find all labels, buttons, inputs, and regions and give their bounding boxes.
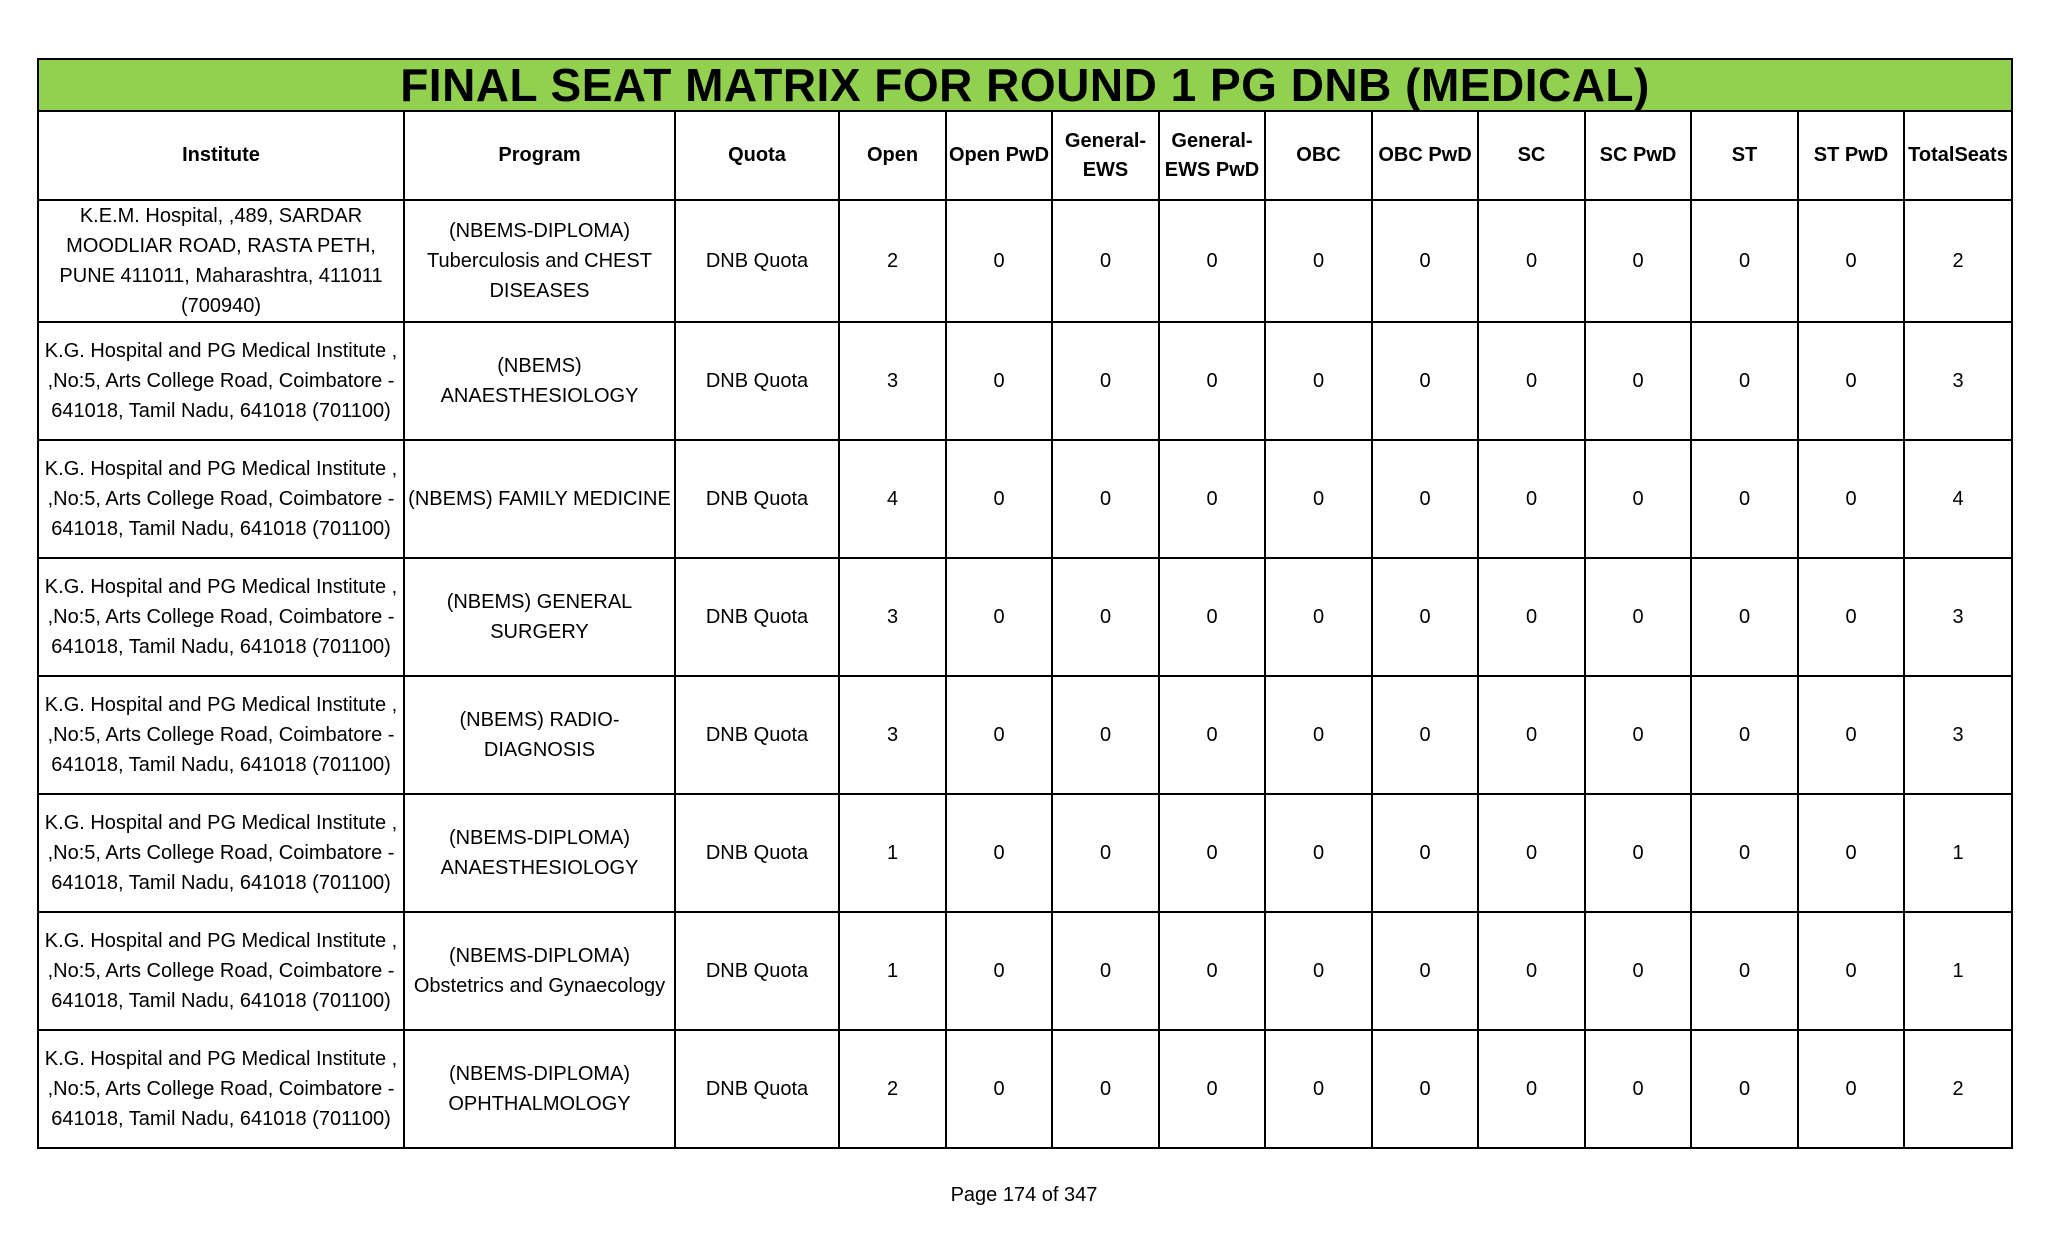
table-cell: K.G. Hospital and PG Medical Institute , ,No:5, Arts College Road, Coimbatore - 641018, Tamil Nadu, 641018 (701100) <box>38 440 404 558</box>
table-cell: 0 <box>1372 676 1478 794</box>
column-header: OBC <box>1265 111 1372 200</box>
table-cell: 0 <box>1478 200 1585 322</box>
table-cell: 0 <box>1585 794 1691 912</box>
table-cell: 0 <box>946 794 1052 912</box>
column-header: SC <box>1478 111 1585 200</box>
table-cell: 1 <box>1904 794 2012 912</box>
table-cell: 0 <box>1372 440 1478 558</box>
table-cell: 0 <box>1798 676 1904 794</box>
table-cell: 0 <box>1478 1030 1585 1148</box>
table-cell: 0 <box>1585 1030 1691 1148</box>
column-header-row <box>38 111 2012 200</box>
table-cell: DNB Quota <box>675 200 839 322</box>
table-cell: K.G. Hospital and PG Medical Institute , ,No:5, Arts College Road, Coimbatore - 641018, Tamil Nadu, 641018 (701100) <box>38 794 404 912</box>
table-cell: 0 <box>1159 676 1265 794</box>
table-cell: 0 <box>1691 912 1798 1030</box>
column-header: ST PwD <box>1798 111 1904 200</box>
column-header: Open PwD <box>946 111 1052 200</box>
table-cell: 0 <box>1691 558 1798 676</box>
table-cell: 0 <box>1478 558 1585 676</box>
table-cell: 0 <box>1159 440 1265 558</box>
table-row <box>38 322 2012 440</box>
table-cell: K.G. Hospital and PG Medical Institute , ,No:5, Arts College Road, Coimbatore - 641018, Tamil Nadu, 641018 (701100) <box>38 676 404 794</box>
table-row <box>38 558 2012 676</box>
table-cell: (NBEMS-DIPLOMA) ANAESTHESIOLOGY <box>404 794 675 912</box>
column-header: General-EWS <box>1052 111 1159 200</box>
table-cell: 0 <box>1265 676 1372 794</box>
table-cell: 0 <box>1691 794 1798 912</box>
table-cell: 0 <box>946 1030 1052 1148</box>
table-cell: 3 <box>1904 322 2012 440</box>
table-cell: 0 <box>1798 440 1904 558</box>
table-cell: 1 <box>839 794 946 912</box>
page-title: FINAL SEAT MATRIX FOR ROUND 1 PG DNB (MEDICAL) <box>38 59 2012 111</box>
table-cell: 0 <box>946 200 1052 322</box>
table-cell: 1 <box>1904 912 2012 1030</box>
table-cell: 0 <box>1052 912 1159 1030</box>
column-header: Program <box>404 111 675 200</box>
table-cell: 0 <box>1798 322 1904 440</box>
table-cell: 0 <box>1478 676 1585 794</box>
table-cell: 0 <box>1798 200 1904 322</box>
table-cell: 0 <box>1052 322 1159 440</box>
table-cell: 0 <box>1691 440 1798 558</box>
table-cell: 0 <box>1265 794 1372 912</box>
column-header: Open <box>839 111 946 200</box>
table-cell: DNB Quota <box>675 912 839 1030</box>
table-cell: 0 <box>1585 200 1691 322</box>
table-cell: (NBEMS) GENERAL SURGERY <box>404 558 675 676</box>
table-cell: K.E.M. Hospital, ,489, SARDAR MOODLIAR ROAD, RASTA PETH, PUNE 411011, Maharashtra, 411011 (700940) <box>38 200 404 322</box>
table-cell: 0 <box>1265 1030 1372 1148</box>
table-cell: 0 <box>1159 200 1265 322</box>
table-cell: 0 <box>1585 440 1691 558</box>
table-cell: (NBEMS) ANAESTHESIOLOGY <box>404 322 675 440</box>
table-cell: 3 <box>839 676 946 794</box>
table-cell: 0 <box>1798 1030 1904 1148</box>
page-number: Page 174 of 347 <box>950 1184 1098 1206</box>
table-cell: 2 <box>1904 1030 2012 1148</box>
table-cell: (NBEMS-DIPLOMA) OPHTHALMOLOGY <box>404 1030 675 1148</box>
table-cell: 0 <box>1265 912 1372 1030</box>
table-row <box>38 200 2012 322</box>
table-cell: 0 <box>1372 794 1478 912</box>
column-header: SC PwD <box>1585 111 1691 200</box>
column-header: ST <box>1691 111 1798 200</box>
table-cell: (NBEMS-DIPLOMA) Tuberculosis and CHEST DISEASES <box>404 200 675 322</box>
table-cell: DNB Quota <box>675 794 839 912</box>
table-cell: (NBEMS) RADIO-DIAGNOSIS <box>404 676 675 794</box>
table-cell: 0 <box>1798 912 1904 1030</box>
table-cell: 0 <box>1372 322 1478 440</box>
table-cell: 0 <box>1798 794 1904 912</box>
table-cell: 0 <box>1372 558 1478 676</box>
table-cell: 3 <box>839 558 946 676</box>
table-cell: 0 <box>1052 1030 1159 1148</box>
table-cell: K.G. Hospital and PG Medical Institute , ,No:5, Arts College Road, Coimbatore - 641018, Tamil Nadu, 641018 (701100) <box>38 322 404 440</box>
table-cell: K.G. Hospital and PG Medical Institute , ,No:5, Arts College Road, Coimbatore - 641018, Tamil Nadu, 641018 (701100) <box>38 912 404 1030</box>
table-cell: 0 <box>1691 200 1798 322</box>
table-cell: 0 <box>1159 558 1265 676</box>
table-cell: 0 <box>946 558 1052 676</box>
table-cell: 0 <box>1585 322 1691 440</box>
column-header: TotalSeats <box>1904 111 2012 200</box>
table-cell: 3 <box>839 322 946 440</box>
table-cell: 0 <box>1691 322 1798 440</box>
table-cell: 1 <box>839 912 946 1030</box>
column-header: Institute <box>38 111 404 200</box>
table-row <box>38 794 2012 912</box>
table-cell: 0 <box>1372 200 1478 322</box>
table-cell: 3 <box>1904 558 2012 676</box>
table-cell: DNB Quota <box>675 322 839 440</box>
table-cell: 0 <box>1585 676 1691 794</box>
table-cell: 0 <box>1159 1030 1265 1148</box>
table-cell: 0 <box>1052 440 1159 558</box>
table-cell: 0 <box>1585 912 1691 1030</box>
title-row <box>38 59 2012 111</box>
table-row <box>38 676 2012 794</box>
table-cell: 3 <box>1904 676 2012 794</box>
table-cell: 4 <box>1904 440 2012 558</box>
table-cell: (NBEMS) FAMILY MEDICINE <box>404 440 675 558</box>
table-cell: 0 <box>946 322 1052 440</box>
table-cell: 0 <box>946 912 1052 1030</box>
column-header: General-EWS PwD <box>1159 111 1265 200</box>
table-row <box>38 912 2012 1030</box>
table-cell: 0 <box>1691 676 1798 794</box>
column-header: Quota <box>675 111 839 200</box>
table-cell: 0 <box>1159 322 1265 440</box>
table-cell: 0 <box>1372 912 1478 1030</box>
table-cell: DNB Quota <box>675 440 839 558</box>
table-cell: 0 <box>1265 558 1372 676</box>
seat-matrix-table <box>37 58 2013 1149</box>
table-cell: 0 <box>1585 558 1691 676</box>
table-cell: 0 <box>1052 200 1159 322</box>
table-cell: 0 <box>1478 440 1585 558</box>
table-cell: 0 <box>1478 794 1585 912</box>
table-cell: 0 <box>946 440 1052 558</box>
table-body <box>38 200 2012 1148</box>
table-cell: 0 <box>1265 200 1372 322</box>
table-cell: DNB Quota <box>675 1030 839 1148</box>
table-cell: 0 <box>1372 1030 1478 1148</box>
table-cell: 2 <box>839 1030 946 1148</box>
table-cell: K.G. Hospital and PG Medical Institute , ,No:5, Arts College Road, Coimbatore - 641018, Tamil Nadu, 641018 (701100) <box>38 558 404 676</box>
table-cell: 0 <box>1052 676 1159 794</box>
table-cell: DNB Quota <box>675 676 839 794</box>
table-row <box>38 1030 2012 1148</box>
table-cell: 0 <box>1265 440 1372 558</box>
table-cell: 4 <box>839 440 946 558</box>
table-cell: K.G. Hospital and PG Medical Institute , ,No:5, Arts College Road, Coimbatore - 641018, Tamil Nadu, 641018 (701100) <box>38 1030 404 1148</box>
table-cell: 0 <box>1159 794 1265 912</box>
table-cell: 0 <box>1691 1030 1798 1148</box>
table-cell: 0 <box>1052 558 1159 676</box>
table-cell: 2 <box>839 200 946 322</box>
table-cell: 0 <box>1478 322 1585 440</box>
table-cell: 0 <box>1052 794 1159 912</box>
table-cell: DNB Quota <box>675 558 839 676</box>
table-cell: 0 <box>1159 912 1265 1030</box>
column-header: OBC PwD <box>1372 111 1478 200</box>
table-cell: (NBEMS-DIPLOMA) Obstetrics and Gynaecology <box>404 912 675 1030</box>
table-cell: 0 <box>946 676 1052 794</box>
table-cell: 0 <box>1798 558 1904 676</box>
table-cell: 0 <box>1478 912 1585 1030</box>
table-row <box>38 440 2012 558</box>
table-cell: 0 <box>1265 322 1372 440</box>
table-cell: 2 <box>1904 200 2012 322</box>
